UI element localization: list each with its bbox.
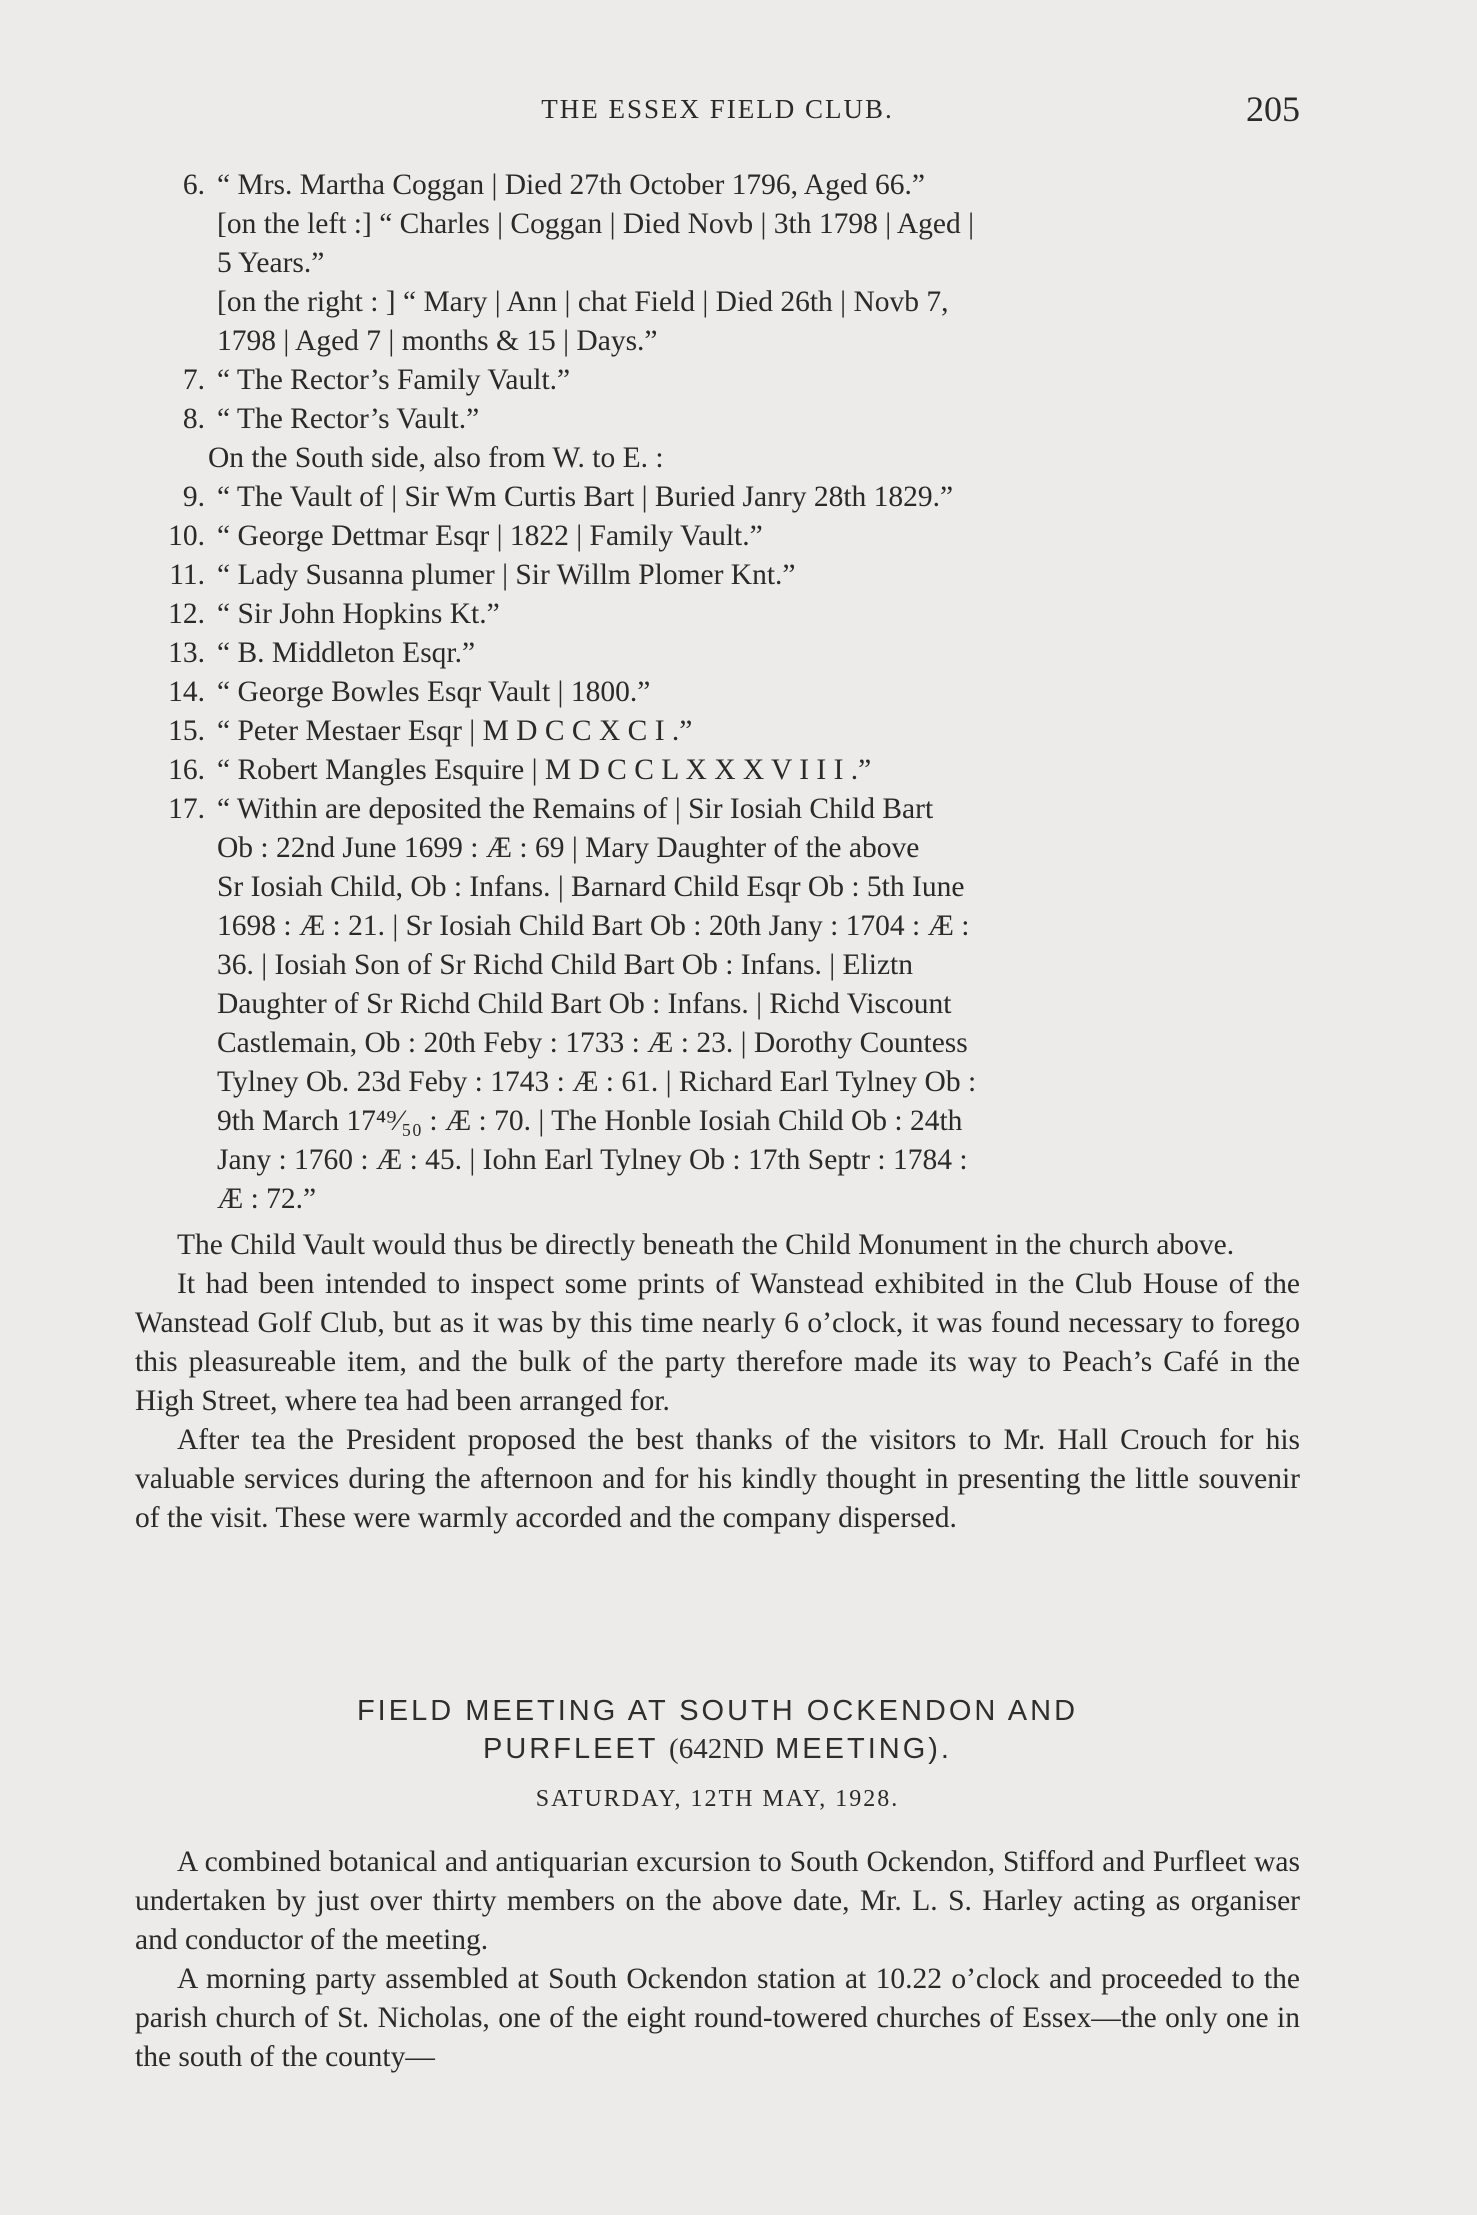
- entry-line: Castlemain, Ob : 20th Feby : 1733 : Æ : 23. | Dorothy Countess: [217, 1027, 968, 1059]
- entry-number: 16.: [168, 754, 205, 786]
- entry-number: 17.: [168, 793, 205, 825]
- entry-number: 7.: [182, 364, 205, 396]
- inscription-entry: [135, 517, 1300, 556]
- entry-line: 5 Years.”: [217, 247, 325, 279]
- paragraph: It had been intended to inspect some prints of Wanstead exhibited in the Club House of the Wanstead Golf Club, but as it was by this time nearly 6 o’clock, it was found necessary to forego this pleasureable item, and the bulk of the party therefore made its way to Peach’s Café in the High Street, where tea had been arranged for.: [135, 1268, 1300, 1417]
- entry-line: “ George Dettmar Esqr | 1822 | Family Vault.”: [217, 520, 763, 552]
- inscription-entry: [135, 790, 1300, 829]
- entry-line: “ Robert Mangles Esquire | M D C C L X X X V I I I .”: [217, 754, 872, 786]
- inscription-entry: [135, 361, 1300, 400]
- inscription-entry: [135, 712, 1300, 751]
- entry-line: Tylney Ob. 23d Feby : 1743 : Æ : 61. | Richard Earl Tylney Ob :: [217, 1066, 977, 1098]
- inscription-entry: [135, 673, 1300, 712]
- entry-line: 36. | Iosiah Son of Sr Richd Child Bart Ob : Infans. | Eliztn: [217, 949, 913, 981]
- entry-number: 9.: [182, 481, 205, 513]
- inscription-entry: [135, 556, 1300, 595]
- entry-line: Daughter of Sr Richd Child Bart Ob : Infans. | Richd Viscount: [217, 988, 952, 1020]
- section-heading: [135, 1692, 1300, 1768]
- heading-word: PURFLEET: [483, 1733, 658, 1765]
- inscription-entry: [135, 634, 1300, 673]
- entry-line: Ob : 22nd June 1699 : Æ : 69 | Mary Daughter of the above: [217, 832, 920, 864]
- paragraph: A combined botanical and antiquarian excursion to South Ockendon, Stifford and Purfleet was undertaken by just over thirty members on the above date, Mr. L. S. Harley acting as organiser and conductor of the meeting.: [135, 1846, 1300, 1956]
- entry-line: 9th March 17⁴⁹⁄₅₀ : Æ : 70. | The Honble Iosiah Child Ob : 24th: [217, 1105, 963, 1137]
- entry-line: Jany : 1760 : Æ : 45. | Iohn Earl Tylney Ob : 17th Septr : 1784 :: [217, 1144, 968, 1176]
- entry-line: “ Mrs. Martha Coggan | Died 27th October 1796, Aged 66.”: [217, 169, 926, 201]
- entry-line: “ B. Middleton Esqr.”: [217, 637, 476, 669]
- entry-line: “ Sir John Hopkins Kt.”: [217, 598, 500, 630]
- entry-line: 1698 : Æ : 21. | Sr Iosiah Child Bart Ob : 20th Jany : 1704 : Æ :: [217, 910, 970, 942]
- entry-line: Sr Iosiah Child, Ob : Infans. | Barnard Child Esqr Ob : 5th Iune: [217, 871, 965, 903]
- entry-number: 10.: [168, 520, 205, 552]
- entry-line: Æ : 72.”: [217, 1183, 317, 1215]
- heading-line: FIELD MEETING AT SOUTH OCKENDON AND: [356, 1695, 1079, 1727]
- south-side-note: On the South side, also from W. to E. :: [208, 442, 664, 474]
- body-paragraphs: [135, 1226, 1300, 1538]
- paragraph: After tea the President proposed the best thanks of the visitors to Mr. Hall Crouch for his valuable services during the afternoon and for his kindly thought in presenting the little souvenir of the visit. These were warmly accorded and the company dispersed.: [135, 1424, 1300, 1534]
- heading-word: MEETING).: [775, 1733, 952, 1765]
- entry-number: 14.: [168, 676, 205, 708]
- inscription-entry: [135, 166, 1300, 205]
- entry-number: 12.: [168, 598, 205, 630]
- page-number: 205: [1246, 89, 1300, 129]
- inscription-entry: [135, 400, 1300, 439]
- entry-line: “ George Bowles Esqr Vault | 1800.”: [217, 676, 651, 708]
- inscription-entry: [135, 595, 1300, 634]
- inscription-entry: [135, 751, 1300, 790]
- meeting-paragraphs: [135, 1843, 1300, 2077]
- entry-line: “ Peter Mestaer Esqr | M D C C X C I .”: [217, 715, 693, 747]
- entry-number: 13.: [168, 637, 205, 669]
- entry-number: 6.: [182, 169, 205, 201]
- entry-number: 8.: [182, 403, 205, 435]
- entry-line: 1798 | Aged 7 | months & 15 | Days.”: [217, 325, 658, 357]
- running-title: THE ESSEX FIELD CLUB.: [541, 94, 894, 124]
- meeting-date: SATURDAY, 12TH MAY, 1928.: [535, 1786, 900, 1812]
- heading-line-2: [135, 1730, 1300, 1768]
- entry-line: [on the left :] “ Charles | Coggan | Died Novb | 3th 1798 | Aged |: [217, 208, 975, 240]
- entry-number: 15.: [168, 715, 205, 747]
- inscription-entry: [135, 478, 1300, 517]
- entry-line: “ Lady Susanna plumer | Sir Willm Plomer Knt.”: [217, 559, 796, 591]
- paragraph: A morning party assembled at South Ockendon station at 10.22 o’clock and proceeded to the parish church of St. Nicholas, one of the eight round-towered churches of Essex—the only one in the south of the county—: [135, 1963, 1300, 2073]
- page-header: [135, 88, 1300, 138]
- entry-number: 11.: [169, 559, 205, 591]
- meeting-number: (642ND: [669, 1733, 765, 1765]
- entry-line: “ The Vault of | Sir Wm Curtis Bart | Buried Janry 28th 1829.”: [217, 481, 954, 513]
- entry-line: [on the right : ] “ Mary | Ann | chat Field | Died 26th | Novb 7,: [217, 286, 949, 318]
- entry-line: “ Within are deposited the Remains of | Sir Iosiah Child Bart: [217, 793, 934, 825]
- vault-inscriptions: [135, 166, 1300, 1219]
- entry-line: “ The Rector’s Family Vault.”: [217, 364, 571, 396]
- paragraph: The Child Vault would thus be directly beneath the Child Monument in the church above.: [177, 1229, 1235, 1261]
- entry-line: “ The Rector’s Vault.”: [217, 403, 480, 435]
